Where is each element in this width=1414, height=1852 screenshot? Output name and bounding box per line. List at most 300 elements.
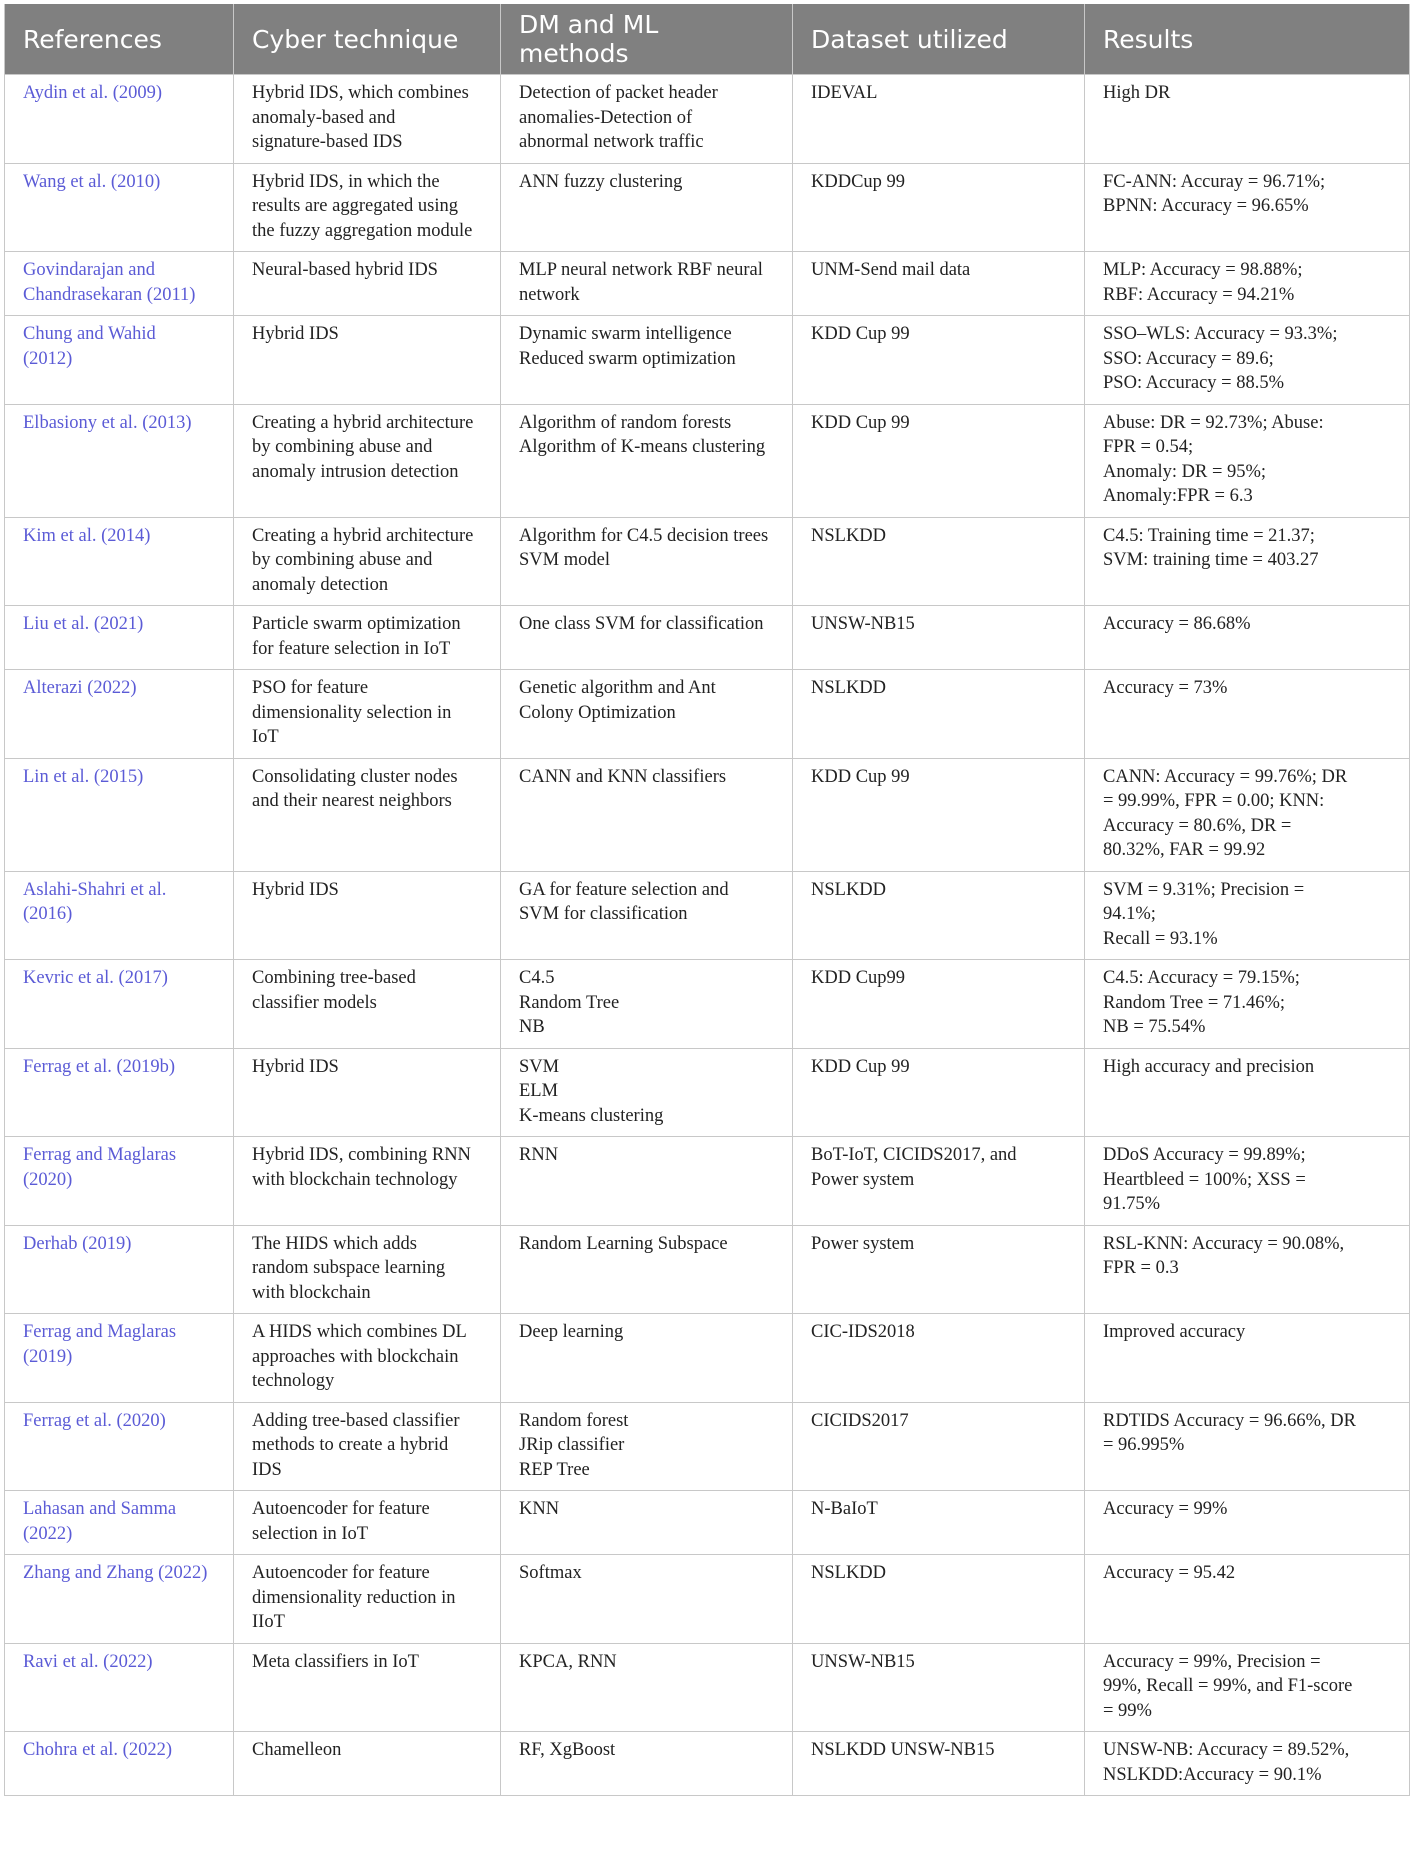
reference-authors: Govindarajan and bbox=[23, 260, 156, 280]
table-header-row bbox=[5, 4, 1410, 75]
results-cell-line: PSO: Accuracy = 88.5% bbox=[1103, 373, 1285, 393]
technique-cell-line: Hybrid IDS bbox=[252, 1056, 339, 1077]
technique-cell-line: and their nearest neighbors bbox=[252, 791, 452, 811]
methods-cell bbox=[501, 1137, 793, 1226]
methods-cell bbox=[501, 316, 793, 405]
dataset-cell bbox=[793, 670, 1085, 759]
technique-cell bbox=[234, 163, 501, 252]
results-cell-line: Accuracy = 80.6%, DR = bbox=[1103, 815, 1292, 836]
results-cell-line: 91.75% bbox=[1103, 1194, 1161, 1214]
results-cell bbox=[1085, 316, 1410, 405]
results-cell bbox=[1085, 517, 1410, 606]
technique-cell bbox=[234, 1137, 501, 1226]
technique-cell bbox=[234, 1732, 501, 1796]
reference-authors-cont: ( bbox=[23, 1346, 30, 1367]
reference-close: ) bbox=[137, 766, 144, 787]
dataset-cell bbox=[793, 1314, 1085, 1403]
methods-cell bbox=[501, 163, 793, 252]
methods-cell-line: KPCA, RNN bbox=[519, 1651, 617, 1672]
technique-cell bbox=[234, 960, 501, 1049]
results-cell-line: Random Tree = 71.46%; bbox=[1103, 992, 1286, 1013]
reference-close: ) bbox=[66, 904, 73, 924]
dataset-cell bbox=[793, 1555, 1085, 1644]
technique-cell-line: Hybrid IDS bbox=[252, 879, 339, 900]
reference-year-link[interactable]: 2022 bbox=[128, 1740, 166, 1760]
methods-cell-line: ELM bbox=[519, 1081, 559, 1101]
results-cell-line: MLP: Accuracy = 98.88%; bbox=[1103, 260, 1303, 280]
methods-cell-line: One class SVM for classification bbox=[519, 614, 764, 634]
dataset-cell bbox=[793, 404, 1085, 517]
reference-close: ) bbox=[154, 171, 161, 192]
results-cell bbox=[1085, 670, 1410, 759]
reference-year-line bbox=[23, 347, 219, 372]
technique-cell bbox=[234, 670, 501, 759]
reference-year-link[interactable]: 2019 bbox=[29, 1346, 67, 1367]
results-cell-line: RDTIDS Accuracy = 96.66%, DR bbox=[1103, 1410, 1356, 1431]
reference-authors-cont: ( bbox=[23, 1523, 30, 1544]
methods-cell-line: Random Tree bbox=[519, 992, 620, 1013]
technique-cell-line: Hybrid IDS bbox=[252, 324, 339, 344]
technique-cell-line: Hybrid IDS, in which the bbox=[252, 171, 440, 192]
reference-close: ) bbox=[137, 614, 144, 634]
reference-close: ) bbox=[201, 1563, 208, 1583]
methods-cell bbox=[501, 75, 793, 164]
reference-authors: Alterazi ( bbox=[23, 678, 94, 698]
methods-cell-line: abnormal network traffic bbox=[519, 132, 704, 152]
reference-cell[interactable] bbox=[5, 75, 234, 164]
reference-close: ) bbox=[130, 678, 137, 698]
dataset-cell-line: KDD Cup 99 bbox=[811, 324, 910, 344]
technique-cell bbox=[234, 606, 501, 670]
dataset-cell-line: NSLKDD bbox=[811, 1563, 887, 1583]
reference-cell[interactable] bbox=[5, 960, 234, 1049]
reference-cell[interactable] bbox=[5, 1732, 234, 1796]
results-cell-line: = 99% bbox=[1103, 1700, 1152, 1721]
dataset-cell-line: UNSW-NB15 bbox=[811, 1651, 915, 1672]
dataset-cell bbox=[793, 1491, 1085, 1555]
reference-cell[interactable] bbox=[5, 1555, 234, 1644]
methods-cell-line: Algorithm of random forests bbox=[519, 412, 732, 433]
reference-year-link[interactable]: 2019b bbox=[122, 1056, 169, 1077]
reference-authors: Derhab ( bbox=[23, 1233, 89, 1254]
references-table bbox=[4, 4, 1410, 1796]
technique-cell-line: with blockchain bbox=[252, 1282, 371, 1303]
results-cell-line: NB = 75.54% bbox=[1103, 1017, 1206, 1037]
table-row bbox=[5, 1491, 1410, 1555]
table-row bbox=[5, 1643, 1410, 1732]
reference-cell[interactable] bbox=[5, 758, 234, 871]
results-cell-line: FC-ANN: Accuray = 96.71%; bbox=[1103, 171, 1326, 192]
technique-cell-line: technology bbox=[252, 1371, 335, 1391]
technique-cell-line: A HIDS which combines DL bbox=[252, 1322, 467, 1342]
reference-close: ) bbox=[159, 1410, 166, 1431]
methods-cell-line: Random forest bbox=[519, 1410, 629, 1431]
reference-cell[interactable] bbox=[5, 163, 234, 252]
reference-cell[interactable] bbox=[5, 606, 234, 670]
results-cell-line: C4.5: Training time = 21.37; bbox=[1103, 525, 1315, 546]
reference-cell[interactable] bbox=[5, 1402, 234, 1491]
table-row bbox=[5, 670, 1410, 759]
dataset-cell bbox=[793, 1048, 1085, 1137]
reference-year-link[interactable]: 2012 bbox=[29, 348, 67, 369]
technique-cell-line: random subspace learning bbox=[252, 1258, 446, 1278]
results-cell bbox=[1085, 758, 1410, 871]
reference-cell[interactable] bbox=[5, 517, 234, 606]
technique-cell bbox=[234, 75, 501, 164]
reference-year-link[interactable]: 2014 bbox=[107, 525, 145, 546]
results-cell bbox=[1085, 1491, 1410, 1555]
dataset-cell bbox=[793, 606, 1085, 670]
methods-cell bbox=[501, 517, 793, 606]
reference-authors-cont: ( bbox=[23, 348, 30, 369]
methods-cell-line: Algorithm of K-means clustering bbox=[519, 437, 766, 457]
results-cell-line: UNSW-NB: Accuracy = 89.52%, bbox=[1103, 1740, 1350, 1760]
results-cell-line: Recall = 93.1% bbox=[1103, 928, 1218, 949]
reference-authors-cont: ( bbox=[23, 1169, 30, 1190]
results-cell-line: Accuracy = 99% bbox=[1103, 1499, 1228, 1519]
technique-cell-line: IoT bbox=[252, 727, 279, 747]
methods-cell bbox=[501, 606, 793, 670]
reference-authors: Zhang and Zhang ( bbox=[23, 1563, 165, 1583]
reference-authors: Ferrag and Maglaras bbox=[23, 1322, 177, 1342]
dataset-cell bbox=[793, 316, 1085, 405]
reference-cell[interactable] bbox=[5, 871, 234, 960]
table-row bbox=[5, 404, 1410, 517]
reference-year-link[interactable]: 2009 bbox=[118, 83, 156, 103]
table-row bbox=[5, 1732, 1410, 1796]
results-cell-line: 80.32%, FAR = 99.92 bbox=[1103, 840, 1266, 860]
methods-cell bbox=[501, 1048, 793, 1137]
table-row bbox=[5, 960, 1410, 1049]
dataset-cell-line: KDDCup 99 bbox=[811, 171, 906, 192]
methods-cell bbox=[501, 1732, 793, 1796]
reference-authors-cont: ( bbox=[23, 904, 30, 924]
reference-authors-cont: Chandrasekaran ( bbox=[23, 284, 153, 305]
technique-cell-line: Adding tree-based classifier bbox=[252, 1410, 460, 1431]
results-cell-line: = 96.995% bbox=[1103, 1435, 1185, 1455]
table-row bbox=[5, 1048, 1410, 1137]
technique-cell-line: Creating a hybrid architecture bbox=[252, 412, 474, 433]
reference-close: ) bbox=[66, 1523, 73, 1544]
reference-close: ) bbox=[144, 525, 151, 546]
reference-cell[interactable] bbox=[5, 252, 234, 316]
technique-cell bbox=[234, 1402, 501, 1491]
results-cell-line: Accuracy = 95.42 bbox=[1103, 1563, 1236, 1583]
reference-year-link[interactable]: 2016 bbox=[29, 904, 67, 924]
reference-authors: Aydin et al. ( bbox=[23, 83, 119, 103]
technique-cell bbox=[234, 1555, 501, 1644]
reference-close: ) bbox=[66, 1169, 73, 1190]
technique-cell-line: Particle swarm optimization bbox=[252, 614, 461, 634]
technique-cell-line: the fuzzy aggregation module bbox=[252, 220, 473, 241]
dataset-cell-line: KDD Cup 99 bbox=[811, 412, 910, 433]
technique-cell-line: for feature selection in IoT bbox=[252, 638, 451, 659]
methods-cell-line: Colony Optimization bbox=[519, 702, 676, 723]
methods-cell bbox=[501, 1225, 793, 1314]
reference-year-line bbox=[23, 902, 219, 927]
methods-cell-line: NB bbox=[519, 1017, 545, 1037]
reference-year-link[interactable]: 2022 bbox=[164, 1563, 202, 1583]
technique-cell-line: anomaly detection bbox=[252, 574, 389, 595]
reference-authors: Kevric et al. ( bbox=[23, 968, 125, 988]
technique-cell-line: by combining abuse and bbox=[252, 437, 433, 457]
technique-cell-line: with blockchain technology bbox=[252, 1169, 458, 1190]
reference-year-line bbox=[23, 1168, 219, 1193]
results-cell-line: Anomaly: DR = 95%; bbox=[1103, 461, 1267, 482]
technique-cell-line: Autoencoder for feature bbox=[252, 1499, 430, 1519]
reference-year-link[interactable]: 2010 bbox=[117, 171, 155, 192]
table-row bbox=[5, 517, 1410, 606]
dataset-cell-line: NSLKDD UNSW-NB15 bbox=[811, 1740, 995, 1760]
header-results: Results bbox=[1085, 4, 1410, 75]
reference-year-link[interactable]: 2022 bbox=[93, 678, 131, 698]
results-cell-line: Accuracy = 99%, Precision = bbox=[1103, 1651, 1321, 1672]
dataset-cell bbox=[793, 1732, 1085, 1796]
results-cell-line: NSLKDD:Accuracy = 90.1% bbox=[1103, 1764, 1322, 1785]
technique-cell-line: The HIDS which adds bbox=[252, 1233, 417, 1254]
reference-cell[interactable] bbox=[5, 1491, 234, 1555]
methods-cell bbox=[501, 871, 793, 960]
reference-year-link[interactable]: 2022 bbox=[29, 1523, 67, 1544]
methods-cell-line: Genetic algorithm and Ant bbox=[519, 678, 716, 698]
methods-cell-line: RNN bbox=[519, 1145, 559, 1165]
technique-cell-line: Creating a hybrid architecture bbox=[252, 525, 474, 546]
technique-cell bbox=[234, 758, 501, 871]
technique-cell bbox=[234, 1643, 501, 1732]
dataset-cell bbox=[793, 1137, 1085, 1226]
methods-cell-line: Dynamic swarm intelligence bbox=[519, 324, 732, 344]
technique-cell bbox=[234, 1491, 501, 1555]
results-cell-line: Heartbleed = 100%; XSS = bbox=[1103, 1169, 1306, 1190]
reference-close: ) bbox=[125, 1233, 132, 1254]
technique-cell-line: anomaly-based and bbox=[252, 107, 396, 128]
technique-cell-line: IDS bbox=[252, 1459, 282, 1480]
reference-close: ) bbox=[185, 412, 192, 433]
reference-authors: Liu et al. ( bbox=[23, 614, 101, 634]
reference-year-line bbox=[23, 283, 219, 308]
reference-authors: Chung and Wahid bbox=[23, 324, 156, 344]
methods-cell bbox=[501, 252, 793, 316]
results-cell bbox=[1085, 1402, 1410, 1491]
methods-cell-line: Algorithm for C4.5 decision trees bbox=[519, 525, 769, 546]
table-row bbox=[5, 316, 1410, 405]
methods-cell bbox=[501, 960, 793, 1049]
technique-cell-line: Autoencoder for feature bbox=[252, 1563, 430, 1583]
technique-cell-line: IIoT bbox=[252, 1612, 285, 1632]
results-cell bbox=[1085, 1732, 1410, 1796]
dataset-cell-line: IDEVAL bbox=[811, 83, 878, 103]
methods-cell bbox=[501, 1555, 793, 1644]
reference-cell[interactable] bbox=[5, 670, 234, 759]
methods-cell bbox=[501, 404, 793, 517]
methods-cell-line: Random Learning Subspace bbox=[519, 1233, 728, 1254]
results-cell bbox=[1085, 960, 1410, 1049]
table-row bbox=[5, 1555, 1410, 1644]
dataset-cell-line: UNSW-NB15 bbox=[811, 614, 915, 634]
methods-cell-line: network bbox=[519, 284, 580, 305]
methods-cell-line: REP Tree bbox=[519, 1459, 590, 1480]
reference-authors: Ferrag et al. ( bbox=[23, 1410, 123, 1431]
technique-cell-line: Hybrid IDS, which combines bbox=[252, 83, 469, 103]
technique-cell-line: Hybrid IDS, combining RNN bbox=[252, 1145, 471, 1165]
reference-cell[interactable] bbox=[5, 1048, 234, 1137]
reference-year-link[interactable]: 2019 bbox=[88, 1233, 126, 1254]
dataset-cell-line: Power system bbox=[811, 1233, 915, 1254]
results-cell-line: 99%, Recall = 99%, and F1-score bbox=[1103, 1676, 1353, 1696]
methods-cell-line: GA for feature selection and bbox=[519, 879, 729, 900]
reference-close: ) bbox=[168, 1056, 176, 1077]
table-container bbox=[4, 4, 1409, 1796]
methods-cell-line: Deep learning bbox=[519, 1322, 624, 1342]
results-cell bbox=[1085, 1225, 1410, 1314]
reference-close: ) bbox=[66, 348, 73, 369]
results-cell-line: BPNN: Accuracy = 96.65% bbox=[1103, 196, 1309, 216]
methods-cell-line: Softmax bbox=[519, 1563, 582, 1583]
results-cell-line: RSL-KNN: Accuracy = 90.08%, bbox=[1103, 1233, 1345, 1254]
dataset-cell bbox=[793, 1402, 1085, 1491]
results-cell bbox=[1085, 404, 1410, 517]
methods-cell bbox=[501, 670, 793, 759]
dataset-cell-line: KDD Cup 99 bbox=[811, 1056, 910, 1077]
reference-year-link[interactable]: 2017 bbox=[124, 968, 162, 988]
methods-cell-line: SVM bbox=[519, 1056, 560, 1077]
methods-cell bbox=[501, 1491, 793, 1555]
results-cell bbox=[1085, 75, 1410, 164]
dataset-cell-line: NSLKDD bbox=[811, 879, 887, 900]
methods-cell-line: Reduced swarm optimization bbox=[519, 348, 736, 369]
reference-year-link[interactable]: 2013 bbox=[148, 412, 186, 433]
table-row bbox=[5, 606, 1410, 670]
reference-year-line bbox=[23, 1522, 219, 1547]
methods-cell-line: anomalies-Detection of bbox=[519, 107, 693, 128]
dataset-cell-line: BoT-IoT, CICIDS2017, and bbox=[811, 1145, 1017, 1165]
reference-close: ) bbox=[165, 1740, 172, 1760]
technique-cell bbox=[234, 1048, 501, 1137]
technique-cell bbox=[234, 1314, 501, 1403]
methods-cell-line: ANN fuzzy clustering bbox=[519, 171, 683, 192]
header-cyber-technique: Cyber technique bbox=[234, 4, 501, 75]
methods-cell bbox=[501, 1402, 793, 1491]
technique-cell-line: by combining abuse and bbox=[252, 550, 433, 570]
reference-authors: Chohra et al. ( bbox=[23, 1740, 129, 1760]
technique-cell-line: selection in IoT bbox=[252, 1523, 369, 1544]
header-references: References bbox=[5, 4, 234, 75]
dataset-cell bbox=[793, 75, 1085, 164]
results-cell bbox=[1085, 1555, 1410, 1644]
technique-cell-line: signature-based IDS bbox=[252, 132, 403, 152]
methods-cell bbox=[501, 758, 793, 871]
results-cell-line: 94.1%; bbox=[1103, 904, 1156, 924]
results-cell-line: FPR = 0.3 bbox=[1103, 1258, 1179, 1278]
technique-cell-line: methods to create a hybrid bbox=[252, 1435, 449, 1455]
reference-authors: Lin et al. ( bbox=[23, 766, 101, 787]
reference-year-link[interactable]: 2020 bbox=[122, 1410, 160, 1431]
table-row bbox=[5, 1225, 1410, 1314]
reference-year-line bbox=[23, 1345, 219, 1370]
reference-cell[interactable] bbox=[5, 1137, 234, 1226]
reference-authors: Aslahi-Shahri et al. bbox=[23, 879, 167, 900]
results-cell bbox=[1085, 1137, 1410, 1226]
reference-year-link[interactable]: 2011 bbox=[152, 284, 190, 305]
results-cell-line: SVM: training time = 403.27 bbox=[1103, 550, 1319, 570]
methods-cell-line: CANN and KNN classifiers bbox=[519, 766, 727, 787]
dataset-cell bbox=[793, 1643, 1085, 1732]
technique-cell-line: Meta classifiers in IoT bbox=[252, 1651, 419, 1672]
dataset-cell-line: KDD Cup99 bbox=[811, 968, 906, 988]
results-cell bbox=[1085, 163, 1410, 252]
results-cell bbox=[1085, 871, 1410, 960]
reference-authors: Ravi et al. ( bbox=[23, 1651, 110, 1672]
dataset-cell bbox=[793, 960, 1085, 1049]
methods-cell-line: K-means clustering bbox=[519, 1105, 664, 1126]
technique-cell-line: classifier models bbox=[252, 992, 377, 1013]
technique-cell bbox=[234, 316, 501, 405]
header-methods: DM and ML methods bbox=[501, 4, 793, 75]
reference-year-link[interactable]: 2015 bbox=[100, 766, 138, 787]
methods-cell bbox=[501, 1314, 793, 1403]
technique-cell-line: dimensionality selection in bbox=[252, 702, 452, 723]
dataset-cell-line: Power system bbox=[811, 1169, 915, 1190]
reference-close: ) bbox=[66, 1346, 73, 1367]
reference-cell[interactable] bbox=[5, 1643, 234, 1732]
dataset-cell bbox=[793, 163, 1085, 252]
table-row bbox=[5, 1137, 1410, 1226]
technique-cell-line: results are aggregated using bbox=[252, 196, 458, 216]
results-cell bbox=[1085, 1048, 1410, 1137]
results-cell-line: RBF: Accuracy = 94.21% bbox=[1103, 284, 1295, 305]
table-row bbox=[5, 163, 1410, 252]
reference-cell[interactable] bbox=[5, 1314, 234, 1403]
technique-cell-line: PSO for feature bbox=[252, 678, 369, 698]
results-cell bbox=[1085, 606, 1410, 670]
methods-cell-line: Detection of packet header bbox=[519, 83, 718, 103]
reference-cell[interactable] bbox=[5, 404, 234, 517]
dataset-cell-line: UNM-Send mail data bbox=[811, 260, 971, 280]
results-cell-line: High accuracy and precision bbox=[1103, 1056, 1315, 1077]
reference-authors: Ferrag and Maglaras bbox=[23, 1145, 177, 1165]
reference-cell[interactable] bbox=[5, 1225, 234, 1314]
reference-authors: Ferrag et al. ( bbox=[23, 1056, 123, 1077]
reference-year-link[interactable]: 2021 bbox=[100, 614, 138, 634]
results-cell-line: Accuracy = 73% bbox=[1103, 678, 1228, 698]
results-cell bbox=[1085, 1314, 1410, 1403]
results-cell bbox=[1085, 252, 1410, 316]
methods-cell-line: MLP neural network RBF neural bbox=[519, 260, 763, 280]
technique-cell-line: Combining tree-based bbox=[252, 968, 416, 988]
results-cell-line: Abuse: DR = 92.73%; Abuse: bbox=[1103, 412, 1324, 433]
header-dataset: Dataset utilized bbox=[793, 4, 1085, 75]
dataset-cell-line: N-BaIoT bbox=[811, 1499, 878, 1519]
table-row bbox=[5, 758, 1410, 871]
reference-authors: Kim et al. ( bbox=[23, 525, 108, 546]
table-row bbox=[5, 871, 1410, 960]
technique-cell bbox=[234, 871, 501, 960]
results-cell-line: SVM = 9.31%; Precision = bbox=[1103, 879, 1305, 900]
reference-year-link[interactable]: 2020 bbox=[29, 1169, 67, 1190]
methods-cell-line: C4.5 bbox=[519, 968, 555, 988]
table-row bbox=[5, 1314, 1410, 1403]
methods-cell-line: RF, XgBoost bbox=[519, 1740, 616, 1760]
reference-year-link[interactable]: 2022 bbox=[109, 1651, 147, 1672]
technique-cell-line: Consolidating cluster nodes bbox=[252, 766, 458, 787]
reference-close: ) bbox=[146, 1651, 153, 1672]
dataset-cell-line: CIC-IDS2018 bbox=[811, 1322, 915, 1342]
reference-authors: Elbasiony et al. ( bbox=[23, 412, 149, 433]
results-cell-line: C4.5: Accuracy = 79.15%; bbox=[1103, 968, 1300, 988]
table-body bbox=[5, 75, 1410, 1796]
dataset-cell-line: KDD Cup 99 bbox=[811, 766, 910, 787]
reference-cell[interactable] bbox=[5, 316, 234, 405]
